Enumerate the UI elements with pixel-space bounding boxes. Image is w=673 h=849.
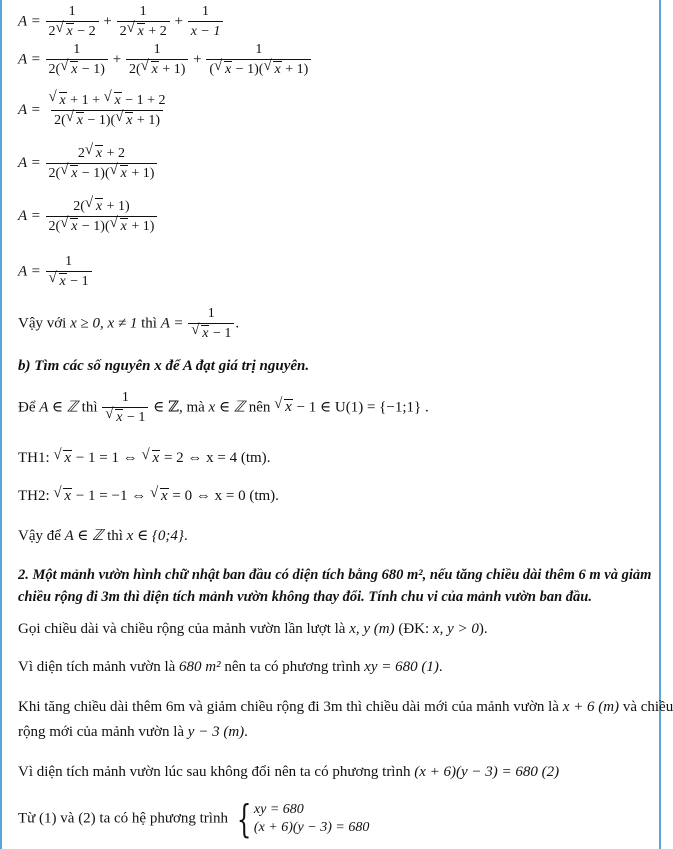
problem-2-line-1: 2. Một mảnh vườn hình chữ nhật ban đầu có diện tích bằng 680 m², nếu tăng chiều dài thêm 6 m và giảm: [18, 567, 652, 583]
part-b-condition: Để A ∈ ℤ thì 1 √ x − 1 ∈ ℤ, mà x ∈ ℤ nên √ x − 1 ∈ U(1) = {−1;1} .: [18, 390, 429, 426]
case-1: TH1: √ x − 1 = 1 ⇔ √ x = 2 ⇔ x = 4 (tm).: [18, 450, 270, 467]
fraction: $\frac{1}{2√ x + 2}$: [117, 4, 170, 40]
eq-line-6: A = 1 √ x − 1: [18, 254, 93, 290]
paragraph: Từ (1) và (2) ta có hệ phương trình { xy = 680 (x + 6)(y − 3) = 680: [18, 797, 370, 841]
part-b-conclusion: Vậy để A ∈ ℤ thì x ∈ {0;4}.: [18, 528, 188, 544]
lhs: A =: [18, 13, 41, 30]
paragraph: Khi tăng chiều dài thêm 6m và giảm chiều rộng đi 3m thì chiều dài mới của mảnh vườn là x + 6 (m) và chiều: [18, 699, 673, 715]
fraction: √ $\frac{x + 1 + √ x - 1 + 2}{2(√ x - 1)(√ x + 1)}$: [46, 92, 169, 129]
paragraph: rộng mới của mảnh vườn là y − 3 (m).: [18, 724, 248, 740]
fraction: 1 √ x − 1: [46, 254, 92, 290]
eq-line-5: A = $\frac{2(√ x + 1)}{2(√ x - 1)(√ x + 1)}$: [18, 198, 158, 235]
paragraph: Vì diện tích mảnh vườn là 680 m² nên ta có phương trình xy = 680 (1).: [18, 659, 443, 675]
problem-2-line-2: chiều rộng đi 3m thì diện tích mảnh vườn không thay đổi. Tính chu vi của mảnh vườn ban đầu.: [18, 589, 592, 605]
eq-line-2: A = $\frac{1}{2(√ x - 1)}$ + $\frac{1}{2(√ x + 1)}$ + $\frac{1}{(√ x - 1)(√ x + 1)}$: [18, 42, 312, 78]
paragraph: Gọi chiều dài và chiều rộng của mảnh vườn lần lượt là x, y (m) (ĐK: x, y > 0).: [18, 621, 488, 637]
equation-system: { xy = 680 (x + 6)(y − 3) = 680: [236, 797, 370, 841]
conclusion-a: Vậy với x ≥ 0, x ≠ 1 thì A = 1 √ x − 1 .: [18, 306, 239, 342]
fraction: $\frac{1}{2√ x - 2}$: [46, 4, 99, 40]
fraction: $\frac{2√ x + 2}{2(√ x - 1)(√ x + 1)}$: [46, 145, 158, 182]
part-b-heading: b) Tìm các số nguyên x để A đạt giá trị nguyên.: [18, 358, 310, 374]
eq-line-3: A = √ $\frac{x + 1 + √ x - 1 + 2}{2(√ x - 1)(√ x + 1)}$: [18, 92, 170, 129]
fraction: $\frac{1}{(√ x - 1)(√ x + 1)}$: [206, 42, 311, 78]
eq-line-1: A = $\frac{1}{2√ x - 2}$ + $\frac{1}{2√ x + 2}$ + $\frac{1}{x - 1}$: [18, 4, 224, 40]
brace-icon: {: [236, 797, 252, 841]
fraction: $\frac{2(√ x + 1)}{2(√ x - 1)(√ x + 1)}$: [46, 198, 158, 235]
fraction: $\frac{1}{x - 1}$: [188, 4, 224, 40]
case-2: TH2: √ x − 1 = −1 ⇔ √ x = 0 ⇔ x = 0 (tm).: [18, 488, 279, 505]
eq-line-4: A = $\frac{2√ x + 2}{2(√ x - 1)(√ x + 1)}$: [18, 145, 158, 182]
fraction: $\frac{1}{2(√ x - 1)}$: [46, 42, 108, 78]
fraction: 1 √ x − 1: [102, 390, 148, 426]
paragraph: Vì diện tích mảnh vườn lúc sau không đổi nên ta có phương trình (x + 6)(y − 3) = 680 (2): [18, 764, 560, 780]
fraction: 1 √ x − 1: [188, 306, 234, 342]
fraction: $\frac{1}{2(√ x + 1)}$: [126, 42, 188, 78]
